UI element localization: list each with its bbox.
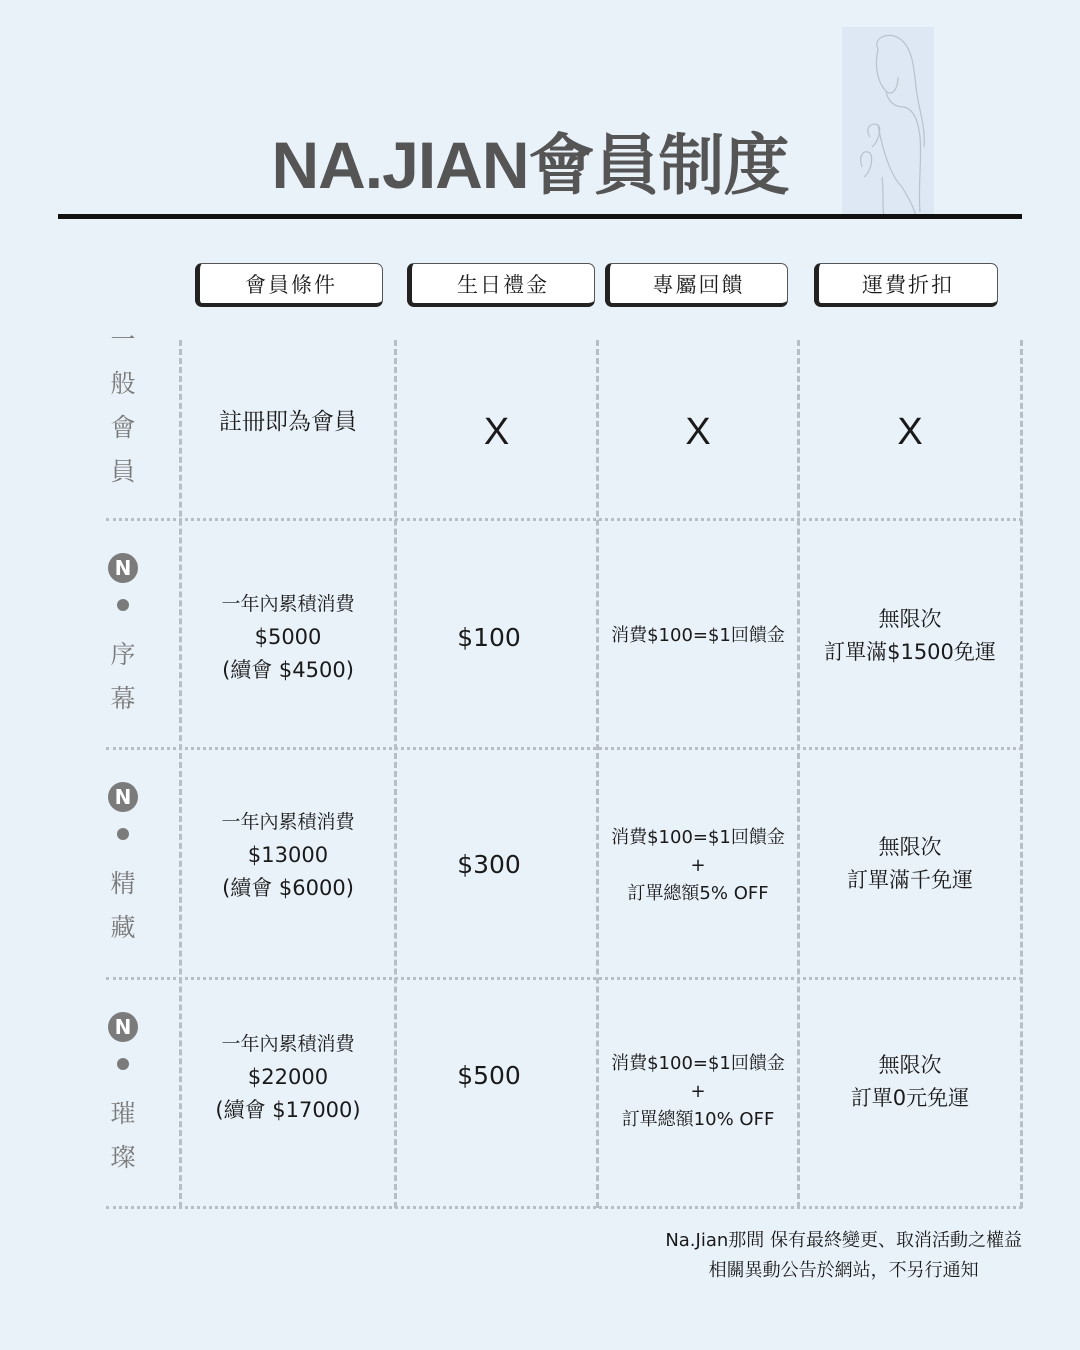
tier-label-collection (100, 782, 146, 950)
cell-condition-general: 註冊即為會員 (219, 409, 357, 435)
tier-label-brilliance (100, 1012, 146, 1180)
tier-label-char: 般 (110, 369, 136, 398)
tier-label-char: 精 (110, 869, 136, 898)
cell-shipping-general: X (897, 411, 923, 453)
woman-line-art-illustration (842, 27, 934, 217)
tier-label-char: 序 (110, 640, 136, 669)
cell-rewards-general: X (685, 411, 711, 453)
title-divider (58, 214, 1022, 219)
column-header-membership-conditions: 會員條件 (195, 263, 383, 307)
bullet-dot-icon (117, 1058, 129, 1070)
tier-label-char: 員 (110, 457, 136, 486)
grid-hline (106, 1206, 1022, 1209)
cell-birthday-collection: $300 (457, 850, 521, 879)
bullet-dot-icon (117, 828, 129, 840)
tier-label-char: 璀 (110, 1099, 136, 1128)
tier-label-char: 一 (110, 325, 136, 354)
cell-shipping-brilliance: 無限次 訂單0元免運 (850, 1052, 970, 1110)
footer-line-1: Na.Jian那間 保有最終變更、取消活動之權益 (665, 1230, 1022, 1251)
tier-label-prelude (100, 553, 146, 721)
bullet-dot-icon (117, 599, 129, 611)
column-header-birthday-bonus: 生日禮金 (407, 263, 595, 307)
cell-birthday-general: X (483, 411, 510, 453)
cell-shipping-prelude: 無限次 訂單滿$1500免運 (824, 607, 996, 664)
page-title: NA.JIAN會員制度 (271, 128, 789, 202)
grid-hline (106, 977, 1022, 980)
tier-label-char: 璨 (110, 1143, 136, 1172)
cell-birthday-prelude: $100 (457, 623, 521, 652)
footer-line-2: 相關異動公告於網站，不另行通知 (708, 1260, 979, 1281)
footer-disclaimer (665, 1226, 1022, 1286)
tier-label-char: 藏 (110, 913, 136, 942)
column-header-exclusive-rewards: 專屬回饋 (605, 263, 788, 307)
tier-label-general (100, 318, 146, 494)
grid-hline (106, 747, 1022, 750)
n-logo-icon: N (108, 1012, 138, 1042)
cell-rewards-prelude: 消費$100=$1回饋金 (611, 625, 785, 646)
column-header-shipping-discount: 運費折扣 (814, 263, 998, 307)
cell-condition-collection: 一年內累積消費 $13000 (續會 $6000) (221, 811, 355, 900)
tier-label-char: 會 (110, 413, 136, 442)
cell-birthday-brilliance: $500 (457, 1061, 521, 1090)
n-logo-icon: N (108, 553, 138, 583)
n-logo-icon: N (108, 782, 138, 812)
cell-condition-brilliance: 一年內累積消費 $22000 (續會 $17000) (215, 1033, 361, 1122)
grid-vline (1020, 340, 1023, 1208)
cell-rewards-collection: 消費$100=$1回饋金 + 訂單總額5% OFF (611, 826, 785, 904)
cell-rewards-brilliance: 消費$100=$1回饋金 + 訂單總額10% OFF (611, 1052, 785, 1130)
cell-shipping-collection: 無限次 訂單滿千免運 (847, 835, 973, 892)
tier-label-char: 幕 (110, 684, 136, 713)
cell-condition-prelude: 一年內累積消費 $5000 (續會 $4500) (221, 593, 355, 682)
